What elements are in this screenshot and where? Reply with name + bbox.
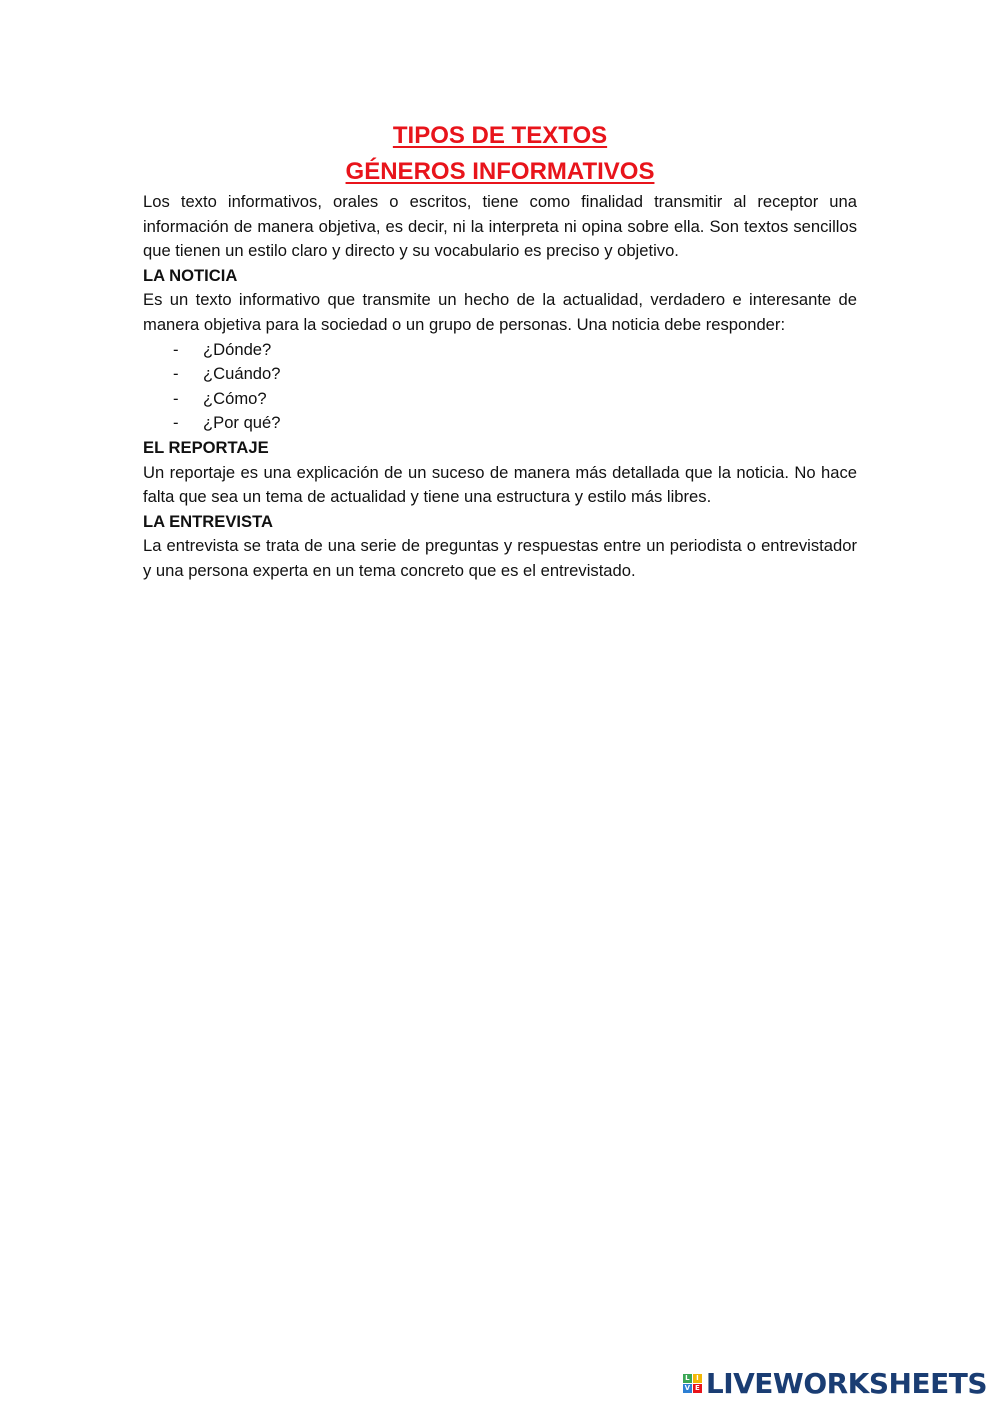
page-title-line2: GÉNEROS INFORMATIVOS — [345, 158, 655, 185]
list-item — [143, 362, 857, 387]
noticia-questions-list — [143, 338, 857, 436]
noticia-heading: LA NOTICIA — [143, 265, 238, 285]
intro-paragraph: Los texto informativos, orales o escritos, tiene como finalidad transmitir al receptor una información de manera objetiva, es decir, ni la interpreta ni opina sobre ella. Son textos sencillos que tienen un estilo claro y directo y su vocabulario es preciso y objetivo. — [143, 192, 857, 261]
page-title-line1: TIPOS DE TEXTOS — [392, 122, 608, 149]
dash-bullet: - — [173, 413, 179, 433]
dash-bullet: - — [173, 364, 179, 384]
dash-bullet: - — [173, 388, 179, 408]
list-item — [143, 387, 857, 412]
liveworksheets-logo[interactable] — [683, 1367, 987, 1400]
list-item — [143, 411, 857, 436]
badge-letter: E — [693, 1384, 702, 1393]
reportaje-paragraph: Un reportaje es una explicación de un suceso de manera más detallada que la noticia. No hace falta que sea un tema de actualidad y tiene una estructura y estilo más libres. — [143, 462, 857, 507]
entrevista-paragraph: La entrevista se trata de una serie de preguntas y respuestas entre un periodista o entrevistador y una persona experta en un tema concreto que es el entrevistado. — [143, 536, 857, 580]
badge-letter: I — [693, 1374, 702, 1383]
question-text: ¿Cuándo? — [203, 364, 281, 384]
list-item — [143, 338, 857, 363]
logo-badge-icon — [683, 1374, 702, 1393]
badge-letter: V — [684, 1384, 691, 1392]
worksheet-page — [143, 118, 857, 584]
noticia-paragraph: Es un texto informativo que transmite un hecho de la actualidad, verdadero e interesante de manera objetiva para la sociedad o un grupo de personas. Una noticia debe responder: — [143, 290, 857, 334]
reportaje-heading: EL REPORTAJE — [143, 437, 269, 457]
question-text: ¿Cómo? — [203, 388, 267, 408]
question-text: ¿Por qué? — [203, 413, 281, 433]
logo-text: LIVEWORKSHEETS — [705, 1367, 987, 1400]
question-text: ¿Dónde? — [203, 339, 272, 359]
badge-letter: L — [683, 1374, 692, 1383]
entrevista-heading: LA ENTREVISTA — [143, 511, 273, 531]
dash-bullet: - — [173, 339, 179, 359]
